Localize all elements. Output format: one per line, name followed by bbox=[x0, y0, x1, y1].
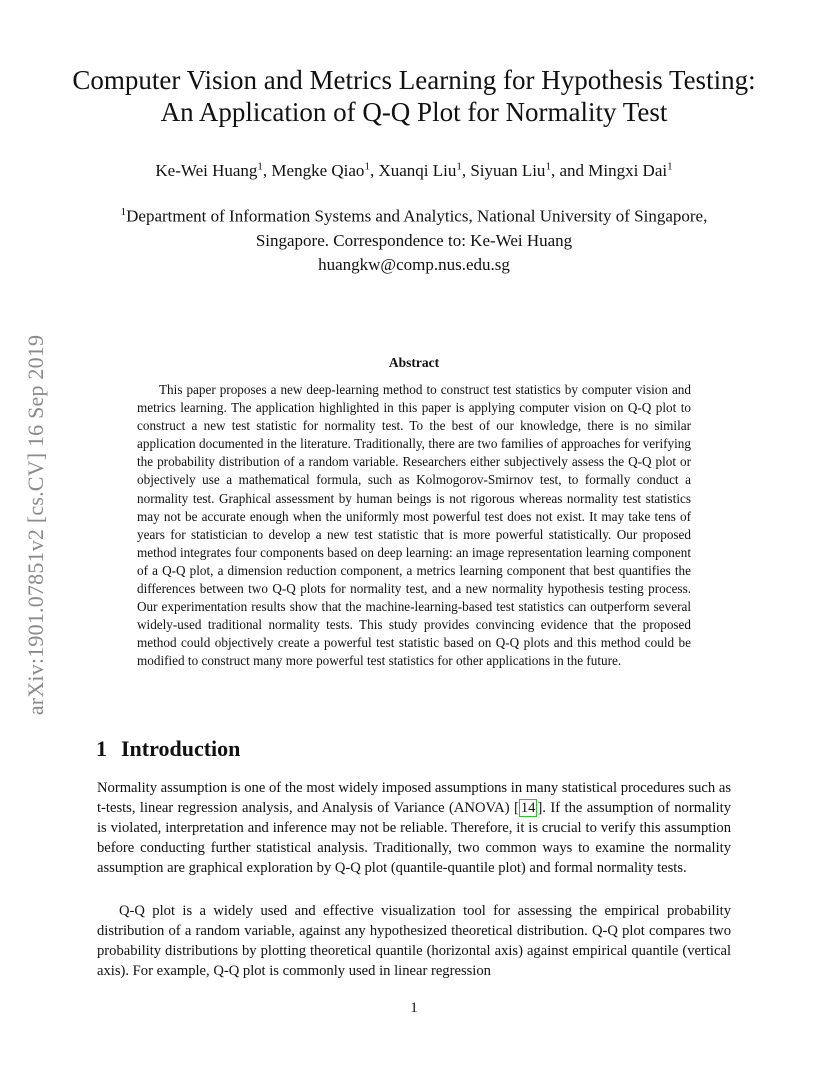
intro-paragraph-2: Q-Q plot is a widely used and effective visualization tool for assessing the empirical probability distribution of a random variable, against any hypothesized theoretical distribution. Q-Q plot compares two probability distributions by plotting theoretical quantile (horizontal axis) against empirical quantile (vertical axis). For example, Q-Q plot is commonly used in linear regression bbox=[97, 903, 731, 979]
citation-link[interactable]: 14 bbox=[520, 800, 536, 816]
affiliation-text: Department of Information Systems and Analytics, National University of Singapore, Singapore. Correspondence to: Ke-Wei Huang bbox=[126, 206, 708, 250]
author: Mingxi Dai$^1$ bbox=[588, 160, 673, 180]
affiliation: $^1$Department of Information Systems and Analytics, National University of Singapore, Singapore. Correspondence to: Ke-Wei Huang huangkw@comp.nus.edu.sg bbox=[120, 206, 708, 274]
abstract-body: This paper proposes a new deep-learning method to construct test statistics by computer vision and metrics learning. The application highlighted in this paper is applying computer vision on Q-Q plot to construct a new test statistic for normality test. To the best of our knowledge, there is no similar application documented in the literature. Traditionally, there are two families of approaches for verifying the probability distribution of a random variable. Researchers either subjectively assess the Q-Q plot or objectively use a mathematical formula, such as Kolmogorov-Smirnov test, to formally conduct a normality test. Graphical assessment by human beings is not rigorous whereas normality test statistics may not be accurate enough when the uniformly most powerful test does not exist. It may take tens of years for statistician to develop a new test statistic that is more powerful statistically. Our proposed method integrates four components based on deep learning: an image representation learning component of a Q-Q plot, a dimension reduction component, a metrics learning component that best quantifies the differences between two Q-Q plots for normality test, and a new normality hypothesis testing process. Our experimentation results show that the machine-learning-based test statistics can outperform several widely-used traditional normality tests. This study provides convincing evidence that the proposed method could objectively create a powerful test statistic based on Q-Q plots and this method could be modified to construct many more powerful test statistics for other applications in the future. bbox=[137, 382, 691, 669]
author: Ke-Wei Huang$^1$, bbox=[155, 160, 272, 180]
section-title: Introduction bbox=[121, 736, 241, 761]
section-number: 1 bbox=[96, 736, 107, 761]
author-list bbox=[70, 160, 758, 181]
author: Xuanqi Liu$^1$, bbox=[378, 160, 471, 180]
author: Mengke Qiao$^1$, bbox=[271, 160, 379, 180]
page-number: 1 bbox=[410, 1000, 418, 1016]
author: Siyuan Liu$^1$, and bbox=[470, 160, 589, 180]
arxiv-id: arXiv:1901.07851v2 [cs.CV] 16 Sep 2019 bbox=[23, 334, 48, 716]
author-email[interactable]: huangkw@comp.nus.edu.sg bbox=[318, 254, 510, 274]
abstract-heading: Abstract bbox=[388, 355, 440, 370]
paper-title: Computer Vision and Metrics Learning for Hypothesis Testing: An Application of Q-Q Plot for Normality Test bbox=[72, 65, 756, 127]
intro-paragraph-1: Normality assumption is one of the most widely imposed assumptions in many statistical procedures such as t-tests, linear regression analysis, and Analysis of Variance (ANOVA) [ 14 ]. If the assumption of normality is violated, interpretation and inference may not be reliable. Therefore, it is crucial to verify this assumption before conducting further statistical analysis. Traditionally, two common ways to examine the normality assumption are graphical exploration by Q-Q plot (quantile-quantile plot) and formal normality tests. bbox=[97, 780, 731, 876]
section-heading bbox=[96, 736, 240, 762]
